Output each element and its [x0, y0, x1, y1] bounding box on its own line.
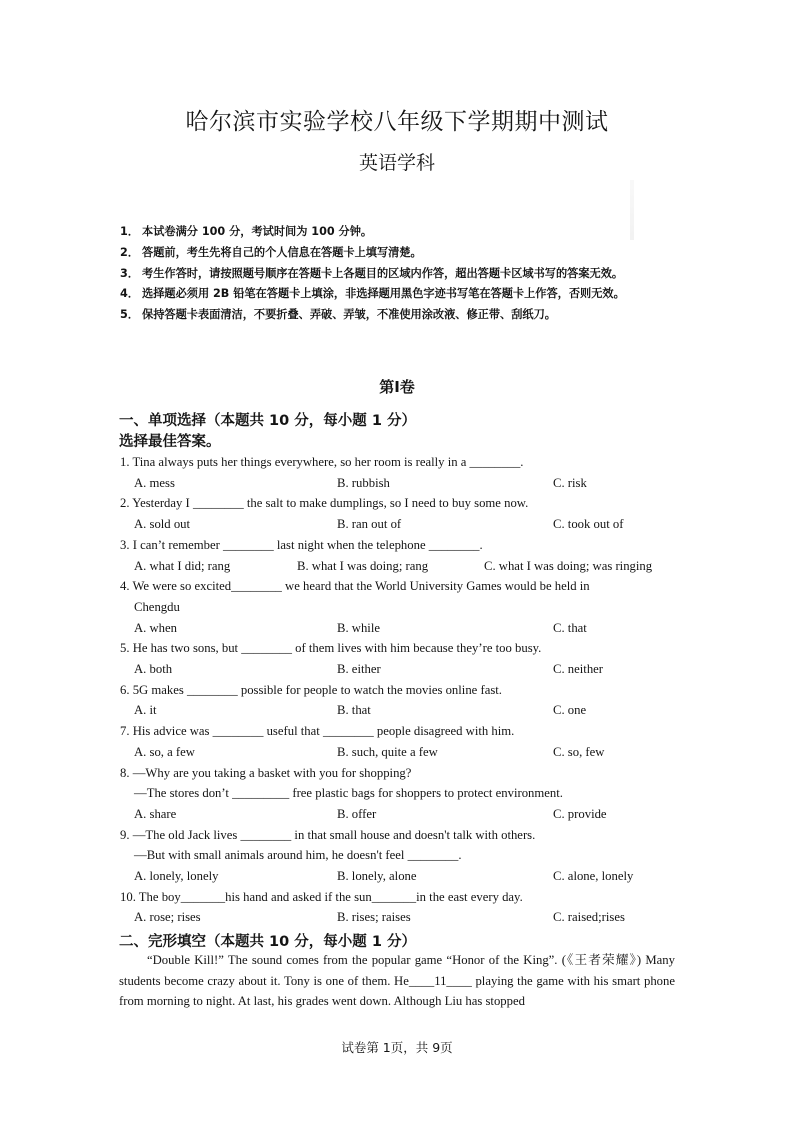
option-a: A. sold out	[134, 517, 191, 532]
option-a: A. rose; rises	[134, 910, 201, 925]
instruction-item	[120, 305, 680, 326]
instruction-number: 3．	[120, 266, 139, 280]
question-stem: 10. The boy_______his hand and asked if the sun_______in the east every day.	[120, 889, 523, 904]
passage-text: “Double Kill!” The sound comes from the popular game “Honor of the King”. (《王者荣耀》) Many students become crazy about it. Tony is one of them. He____11____ playing the game with his smart phone from morning to night. At last, his grades went down. Although Liu has stopped	[119, 953, 675, 1009]
option-b: B. such, quite a few	[337, 744, 438, 759]
option-a: A. lonely, lonely	[134, 869, 219, 884]
question-options	[120, 514, 680, 535]
question-stem-continued: —But with small animals around him, he doesn't feel ________.	[134, 848, 462, 863]
section1-heading: 一、单项选择（本题共 10 分，每小题 1 分）	[119, 413, 416, 429]
question-options	[120, 556, 680, 577]
question-stem: 3. I can’t remember ________ last night when the telephone ________.	[120, 537, 483, 552]
question-options	[120, 742, 680, 763]
option-c: C. neither	[553, 662, 604, 677]
instruction-text: 本试卷满分 100 分，考试时间为 100 分钟。	[142, 225, 373, 238]
option-b: B. that	[337, 703, 371, 718]
exam-subject: 英语学科	[358, 152, 435, 174]
option-a: A. share	[134, 806, 177, 821]
instruction-text: 保持答题卡表面清洁，不要折叠、弄破、弄皱，不准使用涂改液、修正带、刮纸刀。	[142, 308, 556, 322]
option-b: B. while	[337, 620, 380, 635]
question-list	[120, 452, 680, 928]
option-b: B. rises; raises	[337, 910, 411, 925]
question-options	[120, 804, 680, 825]
question-stem-continued: —The stores don’t _________ free plastic bags for shoppers to protect environment.	[134, 786, 563, 801]
instructions-list	[120, 222, 680, 326]
question-stem: 8. —Why are you taking a basket with you for shopping?	[120, 765, 412, 780]
question-options	[120, 700, 680, 721]
option-a: A. both	[134, 662, 173, 677]
option-c: C. so, few	[553, 744, 605, 759]
volume-heading: 第Ⅰ卷	[379, 378, 415, 396]
instruction-text: 考生作答时，请按照题号顺序在答题卡上各题目的区域内作答，超出答题卡区域书写的答案无效。	[142, 266, 624, 280]
question-stem: 2. Yesterday I ________ the salt to make dumplings, so I need to buy some now.	[120, 496, 529, 511]
exam-title: 哈尔滨市实验学校八年级下学期期中测试	[185, 109, 609, 135]
option-c: C. one	[553, 703, 587, 718]
option-a: A. mess	[134, 475, 175, 490]
option-c: C. what I was doing; was ringing	[484, 558, 653, 573]
question-options	[120, 866, 680, 887]
instruction-text: 选择题必须用 2B 铅笔在答题卡上填涂，非选择题用黑色字迹书写笔在答题卡上作答，否则无效。	[142, 287, 625, 301]
option-b: B. either	[337, 662, 381, 677]
question	[120, 721, 680, 762]
cloze-passage	[119, 950, 675, 1012]
instruction-item	[120, 264, 680, 285]
section2-heading: 二、完形填空（本题共 10 分，每小题 1 分）	[119, 934, 416, 950]
instruction-text: 答题前，考生先将自己的个人信息在答题卡上填写清楚。	[142, 245, 422, 259]
question	[120, 535, 680, 576]
section1-instruction: 选择最佳答案。	[119, 434, 221, 450]
question	[120, 763, 680, 825]
option-a: A. it	[134, 703, 157, 718]
option-a: A. so, a few	[134, 744, 195, 759]
instruction-number: 1．	[120, 225, 139, 238]
question-options	[120, 618, 680, 639]
option-c: C. took out of	[553, 517, 624, 532]
question-options	[120, 659, 680, 680]
question-stem: 7. His advice was ________ useful that ________ people disagreed with him.	[120, 724, 515, 739]
instruction-item	[120, 284, 680, 305]
instruction-number: 5．	[120, 308, 139, 322]
instruction-number: 2．	[120, 245, 139, 259]
question-options	[120, 473, 680, 494]
question-stem: 4. We were so excited________ we heard that the World University Games would be held in	[120, 579, 590, 594]
question-options	[120, 907, 680, 928]
option-b: B. rubbish	[337, 475, 390, 490]
question	[120, 887, 680, 928]
option-c: C. raised;rises	[553, 910, 625, 925]
question-stem: 1. Tina always puts her things everywhere, so her room is really in a ________.	[120, 455, 524, 469]
instruction-item	[120, 243, 680, 264]
option-c: C. alone, lonely	[553, 869, 634, 884]
option-c: C. that	[553, 620, 587, 635]
question	[120, 576, 680, 638]
option-a: A. what I did; rang	[134, 558, 231, 573]
page-footer: 试卷第 1页，共 9页	[341, 1040, 453, 1055]
question	[120, 680, 680, 721]
instruction-item	[120, 222, 680, 243]
question	[120, 452, 680, 493]
question-stem-continued: Chengdu	[134, 599, 180, 614]
question-stem: 9. —The old Jack lives ________ in that small house and doesn't talk with others.	[120, 827, 536, 842]
option-c: C. provide	[553, 806, 607, 821]
option-a: A. when	[134, 620, 177, 635]
question	[120, 825, 680, 887]
option-b: B. ran out of	[337, 517, 402, 532]
instruction-number: 4．	[120, 287, 139, 301]
option-c: C. risk	[553, 475, 587, 490]
option-b: B. lonely, alone	[337, 869, 417, 884]
question	[120, 638, 680, 679]
option-b: B. what I was doing; rang	[297, 558, 429, 573]
option-b: B. offer	[337, 806, 377, 821]
question-stem: 5. He has two sons, but ________ of them lives with him because they’re too busy.	[120, 641, 542, 656]
question	[120, 493, 680, 534]
question-stem: 6. 5G makes ________ possible for people to watch the movies online fast.	[120, 682, 502, 697]
